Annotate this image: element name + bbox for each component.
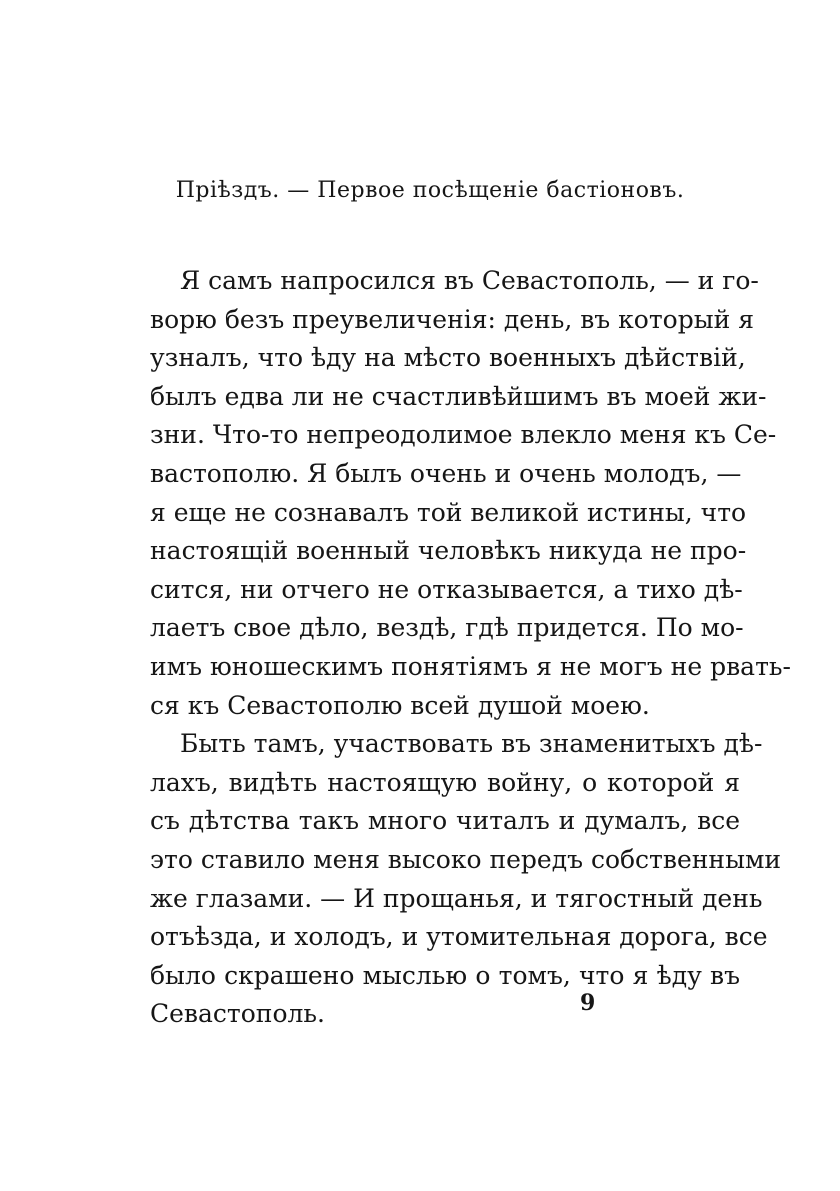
text-line: узналъ, что ѣду на мѣсто военныхъ дѣйствій, [150, 343, 746, 373]
text-line: сится, ни отчего не отказывается, а тихо дѣ- [150, 574, 743, 604]
text-line: лаетъ свое дѣло, вездѣ, гдѣ придется. По мо- [150, 613, 744, 643]
body-text [150, 262, 791, 1034]
text-line: Быть тамъ, участвовать въ знаменитыхъ дѣ- [180, 729, 763, 759]
text-line: имъ юношескимъ понятіямъ я не могъ не рвать- [150, 651, 791, 681]
text-line: вастополю. Я былъ очень и очень молодъ, — [150, 458, 742, 488]
text-line: лахъ, видѣть настоящую войну, о которой я [150, 767, 740, 797]
text-line: Севастополь. [150, 999, 325, 1029]
text-line: это ставило меня высоко передъ собственными [150, 844, 782, 874]
text-line: Я самъ напросился въ Севастополь, — и го- [180, 266, 759, 295]
text-line: съ дѣтства такъ много читалъ и думалъ, все [150, 806, 740, 836]
text-line: былъ едва ли не счастливѣйшимъ въ моей жи- [150, 381, 767, 411]
text-line: ворю безъ преувеличенія: день, въ который я [150, 304, 755, 334]
text-line: я еще не сознавалъ той великой истины, что [150, 497, 747, 527]
signature-mark: 9 [580, 990, 596, 1016]
text-line: же глазами. — И прощанья, и тягостный день [150, 883, 763, 913]
text-line: отъѣзда, и холодъ, и утомительная дорога, все [150, 922, 768, 952]
chapter-heading: Прiѣздъ. — Первое посѣщенiе бастiоновъ. [175, 178, 685, 203]
text-line: настоящій военный человѣкъ никуда не про- [150, 536, 747, 566]
text-line: ся къ Севастополю всей душой моею. [150, 690, 650, 720]
text-line: зни. Что-то непреодолимое влекло меня къ Се- [150, 420, 777, 450]
text-line: было скрашено мыслью о томъ, что я ѣду въ [150, 960, 740, 990]
